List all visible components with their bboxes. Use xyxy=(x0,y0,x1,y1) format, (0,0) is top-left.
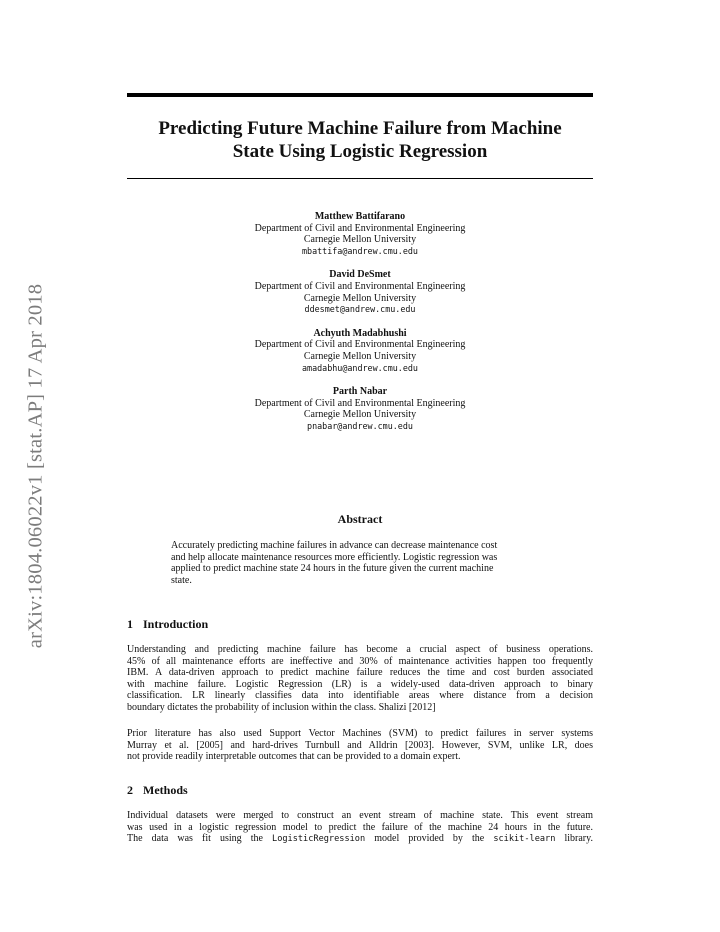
author-email: pnabar@andrew.cmu.edu xyxy=(307,420,413,431)
author-entry xyxy=(127,269,593,315)
paper-title-line: State Using Logistic Regression xyxy=(232,141,488,162)
author-entry xyxy=(127,328,593,374)
paragraph-line: Individual datasets were merged to construct an event stream of machine state. This event stream xyxy=(127,810,593,821)
author-university: Carnegie Mellon University xyxy=(303,292,417,304)
author-email: mbattifa@andrew.cmu.edu xyxy=(302,245,418,256)
paragraph-line: with machine failure. Logistic Regression (LR) is a widely-used data-driven approach to binary xyxy=(127,678,593,690)
paragraph-line xyxy=(127,833,593,846)
section-number: 2 xyxy=(127,783,133,797)
section-title: Methods xyxy=(143,783,188,797)
methods-paragraph xyxy=(127,810,593,846)
author-department: Department of Civil and Environmental Engineering xyxy=(254,222,466,234)
arxiv-identifier-stamp: arXiv:1804.06022v1 [stat.AP] 17 Apr 2018 xyxy=(24,283,47,649)
paragraph-line: boundary dictates the probability of inclusion within the class. Shalizi [2012] xyxy=(127,701,436,713)
text-run: library. xyxy=(555,833,593,845)
author-university: Carnegie Mellon University xyxy=(303,409,417,421)
author-university: Carnegie Mellon University xyxy=(303,350,417,362)
author-name: Matthew Battifarano xyxy=(314,211,406,222)
author-email: ddesmet@andrew.cmu.edu xyxy=(304,304,416,315)
author-department: Department of Civil and Environmental Engineering xyxy=(254,397,466,409)
paragraph-line: 45% of all maintenance efforts are ineffective and 30% of maintenance activities happen too frequently xyxy=(127,655,593,667)
paragraph-line: was used in a logistic regression model to predict the failure of the machine 24 hours in the future. xyxy=(127,821,593,833)
paper-title xyxy=(127,117,593,163)
abstract-heading: Abstract xyxy=(337,512,383,526)
title-top-rule xyxy=(127,93,593,97)
paragraph-line: Understanding and predicting machine failure has become a crucial aspect of business operations. xyxy=(127,644,593,655)
text-run: model provided by the xyxy=(365,833,494,845)
paper-title-line: Predicting Future Machine Failure from Machine xyxy=(158,118,562,139)
author-university: Carnegie Mellon University xyxy=(303,234,417,246)
abstract-line: Accurately predicting machine failures in advance can decrease maintenance cost xyxy=(171,540,498,551)
author-name: Parth Nabar xyxy=(332,386,388,398)
author-department: Department of Civil and Environmental Engineering xyxy=(254,339,466,351)
author-email: amadabhu@andrew.cmu.edu xyxy=(302,362,418,373)
code-library-name: scikit-learn xyxy=(493,834,556,845)
author-department: Department of Civil and Environmental Engineering xyxy=(254,280,466,292)
introduction-paragraph-2 xyxy=(127,728,593,763)
abstract-line: applied to predict machine state 24 hours in the future given the current machine xyxy=(171,563,494,575)
paragraph-line: classification. LR linearly classifies data into identifiable areas where distance from a decision xyxy=(127,690,593,702)
abstract-line: state. xyxy=(171,574,192,586)
author-entry xyxy=(127,386,593,432)
text-run: The data was fit using the xyxy=(127,833,273,845)
paragraph-line: not provide readily interpretable outcomes that can be provided to a domain expert. xyxy=(127,751,461,763)
author-block xyxy=(127,211,593,445)
paragraph-line: IBM. A data-driven approach to predict machine failure reduces the time and cost burden associated xyxy=(127,667,593,679)
introduction-paragraph-1 xyxy=(127,644,593,714)
section-heading-methods xyxy=(127,783,188,798)
code-class-name: LogisticRegression xyxy=(272,834,366,845)
paragraph-line: Murray et al. [2005] and hard-drives Turnbull and Alldrin [2003]. However, SVM, unlike LR, does xyxy=(127,739,593,751)
author-entry xyxy=(127,211,593,257)
author-name: David DeSmet xyxy=(329,269,391,281)
paragraph-line: Prior literature has also used Support Vector Machines (SVM) to predict failures in server systems xyxy=(127,728,593,739)
abstract-line: and help allocate maintenance resources more efficiently. Logistic regression was xyxy=(171,551,498,563)
section-title: Introduction xyxy=(143,617,209,631)
abstract-body xyxy=(171,540,551,586)
title-bottom-rule xyxy=(127,178,593,179)
section-heading-introduction xyxy=(127,617,208,632)
section-number: 1 xyxy=(127,617,133,631)
author-name: Achyuth Madabhushi xyxy=(313,327,407,339)
